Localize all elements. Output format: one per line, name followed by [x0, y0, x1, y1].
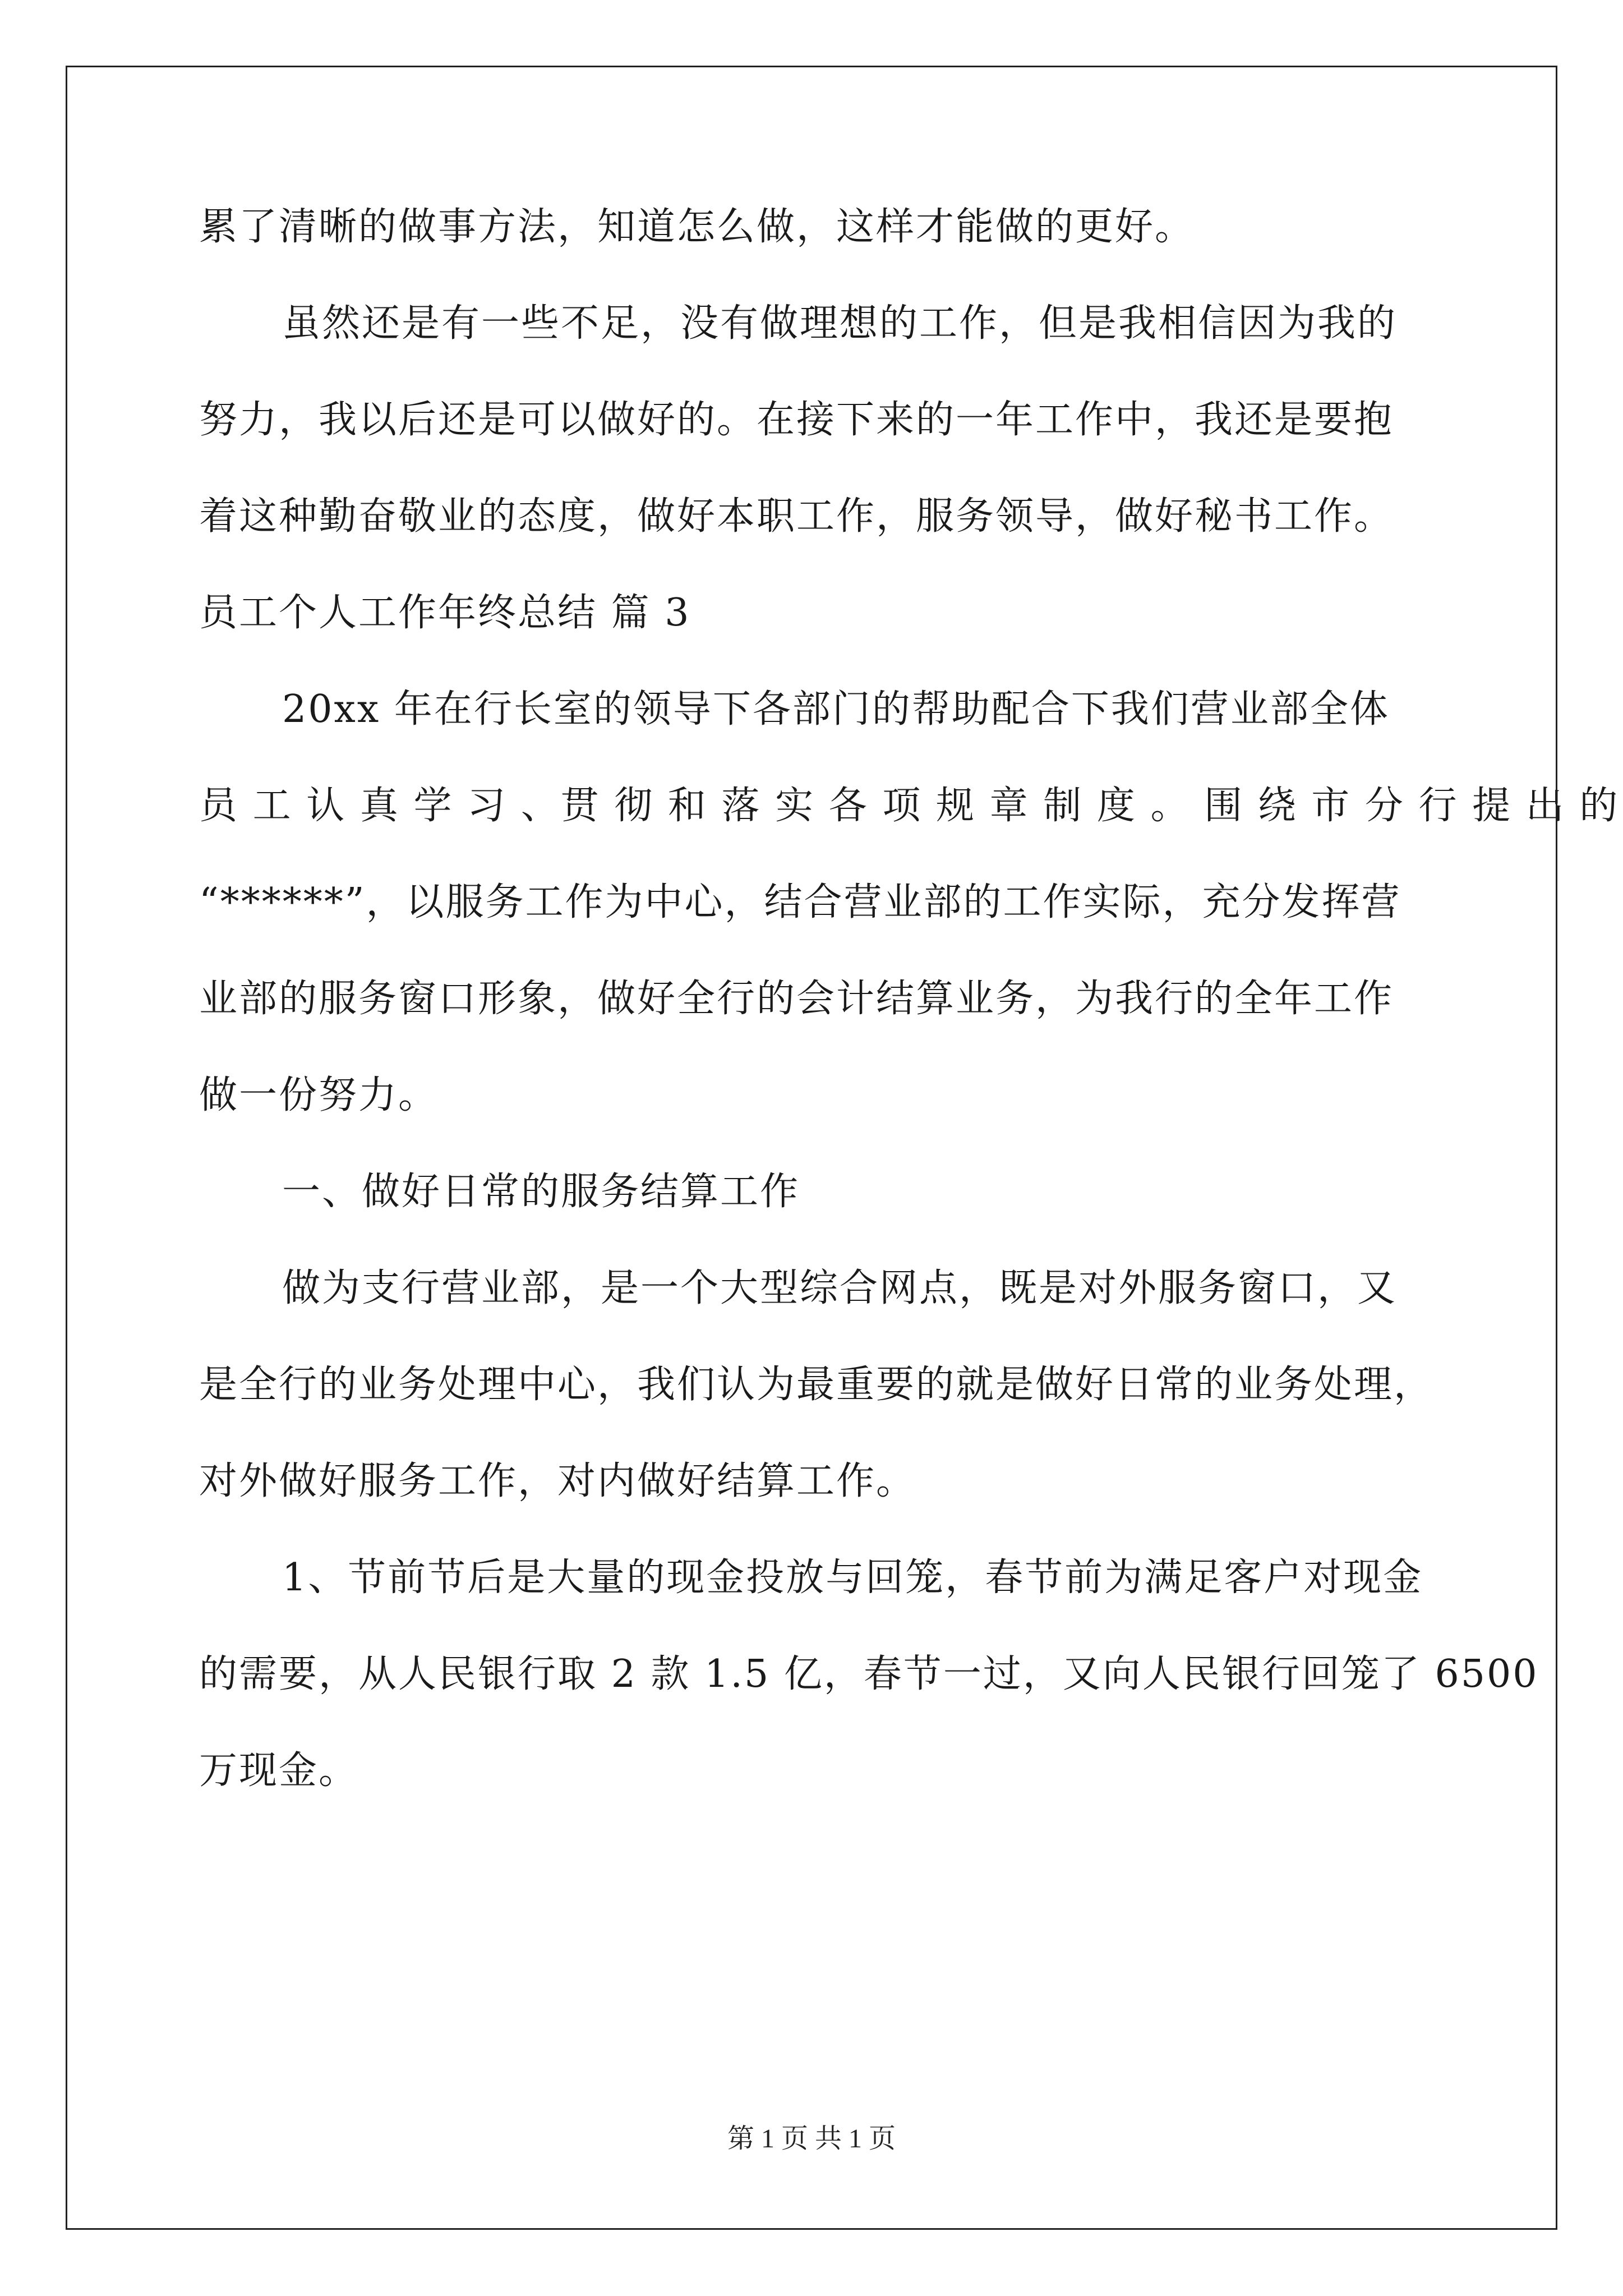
paragraph-line: 员 工 认 真 学 习 、贯 彻 和 落 实 各 项 规 章 制 度 。 围 绕 市 分 行 提 出 的 — [199, 784, 1620, 828]
paragraph-line: 的需要，从人民银行取 2 款 1.5 亿，春节一过，又向人民银行回笼了 6500 — [199, 1652, 1539, 1696]
paragraph-line: 努力，我以后还是可以做好的。在接下来的一年工作中，我还是要抱 — [199, 398, 1394, 442]
paragraph-line: 着这种勤奋敬业的态度，做好本职工作，服务领导，做好秘书工作。 — [199, 494, 1394, 539]
paragraph-line: 万现金。 — [199, 1749, 359, 1793]
section-heading: 员工个人工作年终总结 篇 3 — [199, 591, 691, 635]
paragraph-line: “******”，以服务工作为中心，结合营业部的工作实际，充分发挥营 — [199, 880, 1401, 924]
document-body — [199, 199, 1620, 1799]
paragraph-line: 是全行的业务处理中心，我们认为最重要的就是做好日常的业务处理， — [199, 1363, 1434, 1407]
paragraph-line: 业部的服务窗口形象，做好全行的会计结算业务，为我行的全年工作 — [199, 977, 1394, 1021]
page-number-footer: 第 1 页 共 1 页 — [727, 2124, 896, 2154]
paragraph-line: 累了清晰的做事方法，知道怎么做，这样才能做的更好。 — [199, 205, 1195, 249]
paragraph-line: 做一份努力。 — [199, 1073, 439, 1117]
paragraph-line: 20xx 年在行长室的领导下各部门的帮助配合下我们营业部全体 — [282, 687, 1390, 731]
paragraph-line: 对外做好服务工作，对内做好结算工作。 — [199, 1459, 916, 1503]
subsection-heading: 一、做好日常的服务结算工作 — [282, 1170, 800, 1214]
paragraph-line: 1、节前节后是大量的现金投放与回笼，春节前为满足客户对现金 — [282, 1556, 1423, 1600]
paragraph-line: 做为支行营业部，是一个大型综合网点，既是对外服务窗口，又 — [282, 1266, 1398, 1310]
paragraph-line: 虽然还是有一些不足，没有做理想的工作，但是我相信因为我的 — [282, 301, 1398, 346]
